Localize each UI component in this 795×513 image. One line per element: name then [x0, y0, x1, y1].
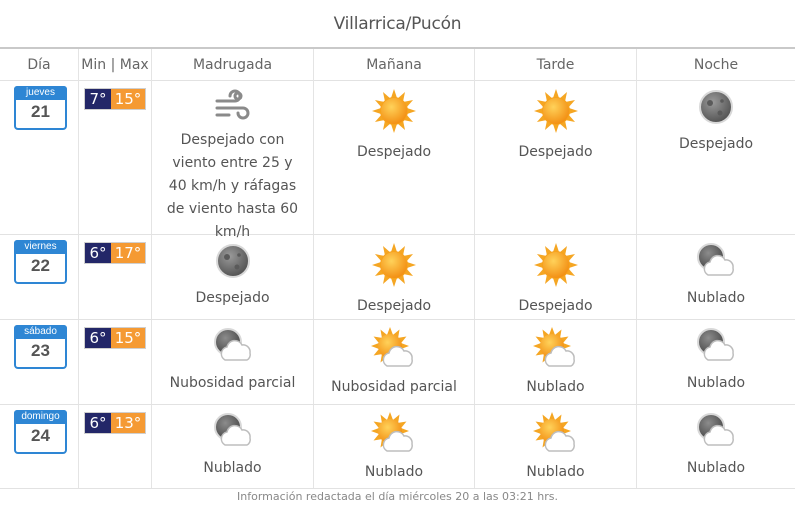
max-temp: 15°: [111, 328, 145, 348]
period-tarde: [475, 405, 637, 488]
period-noche: [637, 405, 795, 488]
period-madrugada: [152, 405, 314, 488]
weather-description: Nublado: [203, 460, 262, 476]
weather-description: Nubosidad parcial: [331, 379, 457, 395]
temperature-range: [84, 327, 146, 349]
header-min-max: Min | Max: [79, 49, 152, 81]
moon-icon: [696, 87, 736, 127]
calendar-icon: [14, 410, 67, 454]
day-number: 24: [31, 426, 50, 445]
weather-description: Despejado: [356, 144, 432, 160]
period-manana: [314, 235, 475, 319]
sun-icon: [370, 241, 418, 289]
footer-note: Información redactada el día miércoles 20 a las 03:21 hrs.: [237, 490, 558, 503]
min-temp: 7°: [85, 89, 111, 109]
day-cell: [0, 320, 79, 404]
weather-description: Despejado: [518, 144, 593, 160]
day-name: sábado: [14, 325, 67, 339]
min-temp: 6°: [85, 413, 111, 433]
moon-cloud-icon: [694, 241, 738, 281]
min-temp: 6°: [85, 328, 111, 348]
max-temp: 15°: [111, 89, 145, 109]
day-number: 22: [31, 256, 50, 275]
calendar-icon: [14, 86, 67, 130]
period-tarde: [475, 320, 637, 404]
day-cell: [0, 405, 79, 488]
weather-description: Nublado: [686, 375, 746, 391]
page-title: Villarrica/Pucón: [333, 14, 462, 34]
period-noche: [637, 81, 795, 234]
period-manana: [314, 320, 475, 404]
sun-icon: [532, 241, 580, 289]
moon-cloud-icon: [211, 411, 255, 451]
weather-description: Nublado: [526, 464, 585, 480]
period-madrugada: [152, 320, 314, 404]
temperature-range: [84, 412, 146, 434]
period-madrugada: [152, 81, 314, 240]
wind-icon: [213, 87, 253, 123]
forecast-table: [0, 47, 795, 489]
temps-cell: [79, 235, 152, 319]
table-row: [0, 405, 795, 489]
day-name: jueves: [14, 86, 67, 100]
weather-description: Despejado: [356, 298, 432, 314]
calendar-icon: [14, 325, 67, 369]
calendar-icon: [14, 240, 67, 284]
moon-cloud-icon: [694, 411, 738, 451]
table-row: [0, 81, 795, 240]
weather-description: Despejado con viento entre 25 y 40 km/h y ráfagas de viento hasta 60 km/h: [166, 132, 299, 240]
period-manana: [314, 81, 475, 234]
sun-cloud-icon: [370, 411, 418, 455]
table-row: [0, 235, 795, 320]
temps-cell: [79, 405, 152, 488]
sun-cloud-icon: [370, 326, 418, 370]
day-cell: [0, 235, 79, 319]
sun-cloud-icon: [532, 326, 580, 370]
period-tarde: [475, 81, 637, 234]
moon-cloud-icon: [694, 326, 738, 366]
header-manana: Mañana: [314, 49, 475, 81]
weather-description: Despejado: [195, 290, 270, 306]
temps-cell: [79, 81, 152, 234]
max-temp: 17°: [111, 243, 145, 263]
header-madrugada: Madrugada: [152, 49, 314, 81]
weather-description: Nublado: [364, 464, 424, 480]
moon-icon: [213, 241, 253, 281]
period-tarde: [475, 235, 637, 319]
period-noche: [637, 320, 795, 404]
period-manana: [314, 405, 475, 488]
header-tarde: Tarde: [475, 49, 637, 81]
sun-cloud-icon: [532, 411, 580, 455]
weather-description: Nublado: [526, 379, 585, 395]
period-madrugada: [152, 235, 314, 319]
sun-icon: [370, 87, 418, 135]
max-temp: 13°: [111, 413, 145, 433]
weather-description: Nublado: [686, 290, 746, 306]
weather-description: Despejado: [518, 298, 593, 314]
temperature-range: [84, 88, 146, 110]
header-noche: Noche: [693, 57, 739, 73]
day-cell: [0, 81, 79, 234]
table-header: [0, 47, 795, 81]
header-day: Día: [0, 49, 79, 81]
temperature-range: [84, 242, 146, 264]
weather-description: Nubosidad parcial: [169, 375, 296, 391]
day-name: viernes: [14, 240, 67, 254]
temps-cell: [79, 320, 152, 404]
period-noche: [637, 235, 795, 319]
table-row: [0, 320, 795, 405]
moon-cloud-icon: [211, 326, 255, 366]
day-number: 21: [31, 102, 50, 121]
weather-description: Despejado: [678, 136, 754, 152]
day-number: 23: [31, 341, 50, 360]
day-name: domingo: [14, 410, 67, 424]
weather-description: Nublado: [686, 460, 746, 476]
min-temp: 6°: [85, 243, 111, 263]
sun-icon: [532, 87, 580, 135]
